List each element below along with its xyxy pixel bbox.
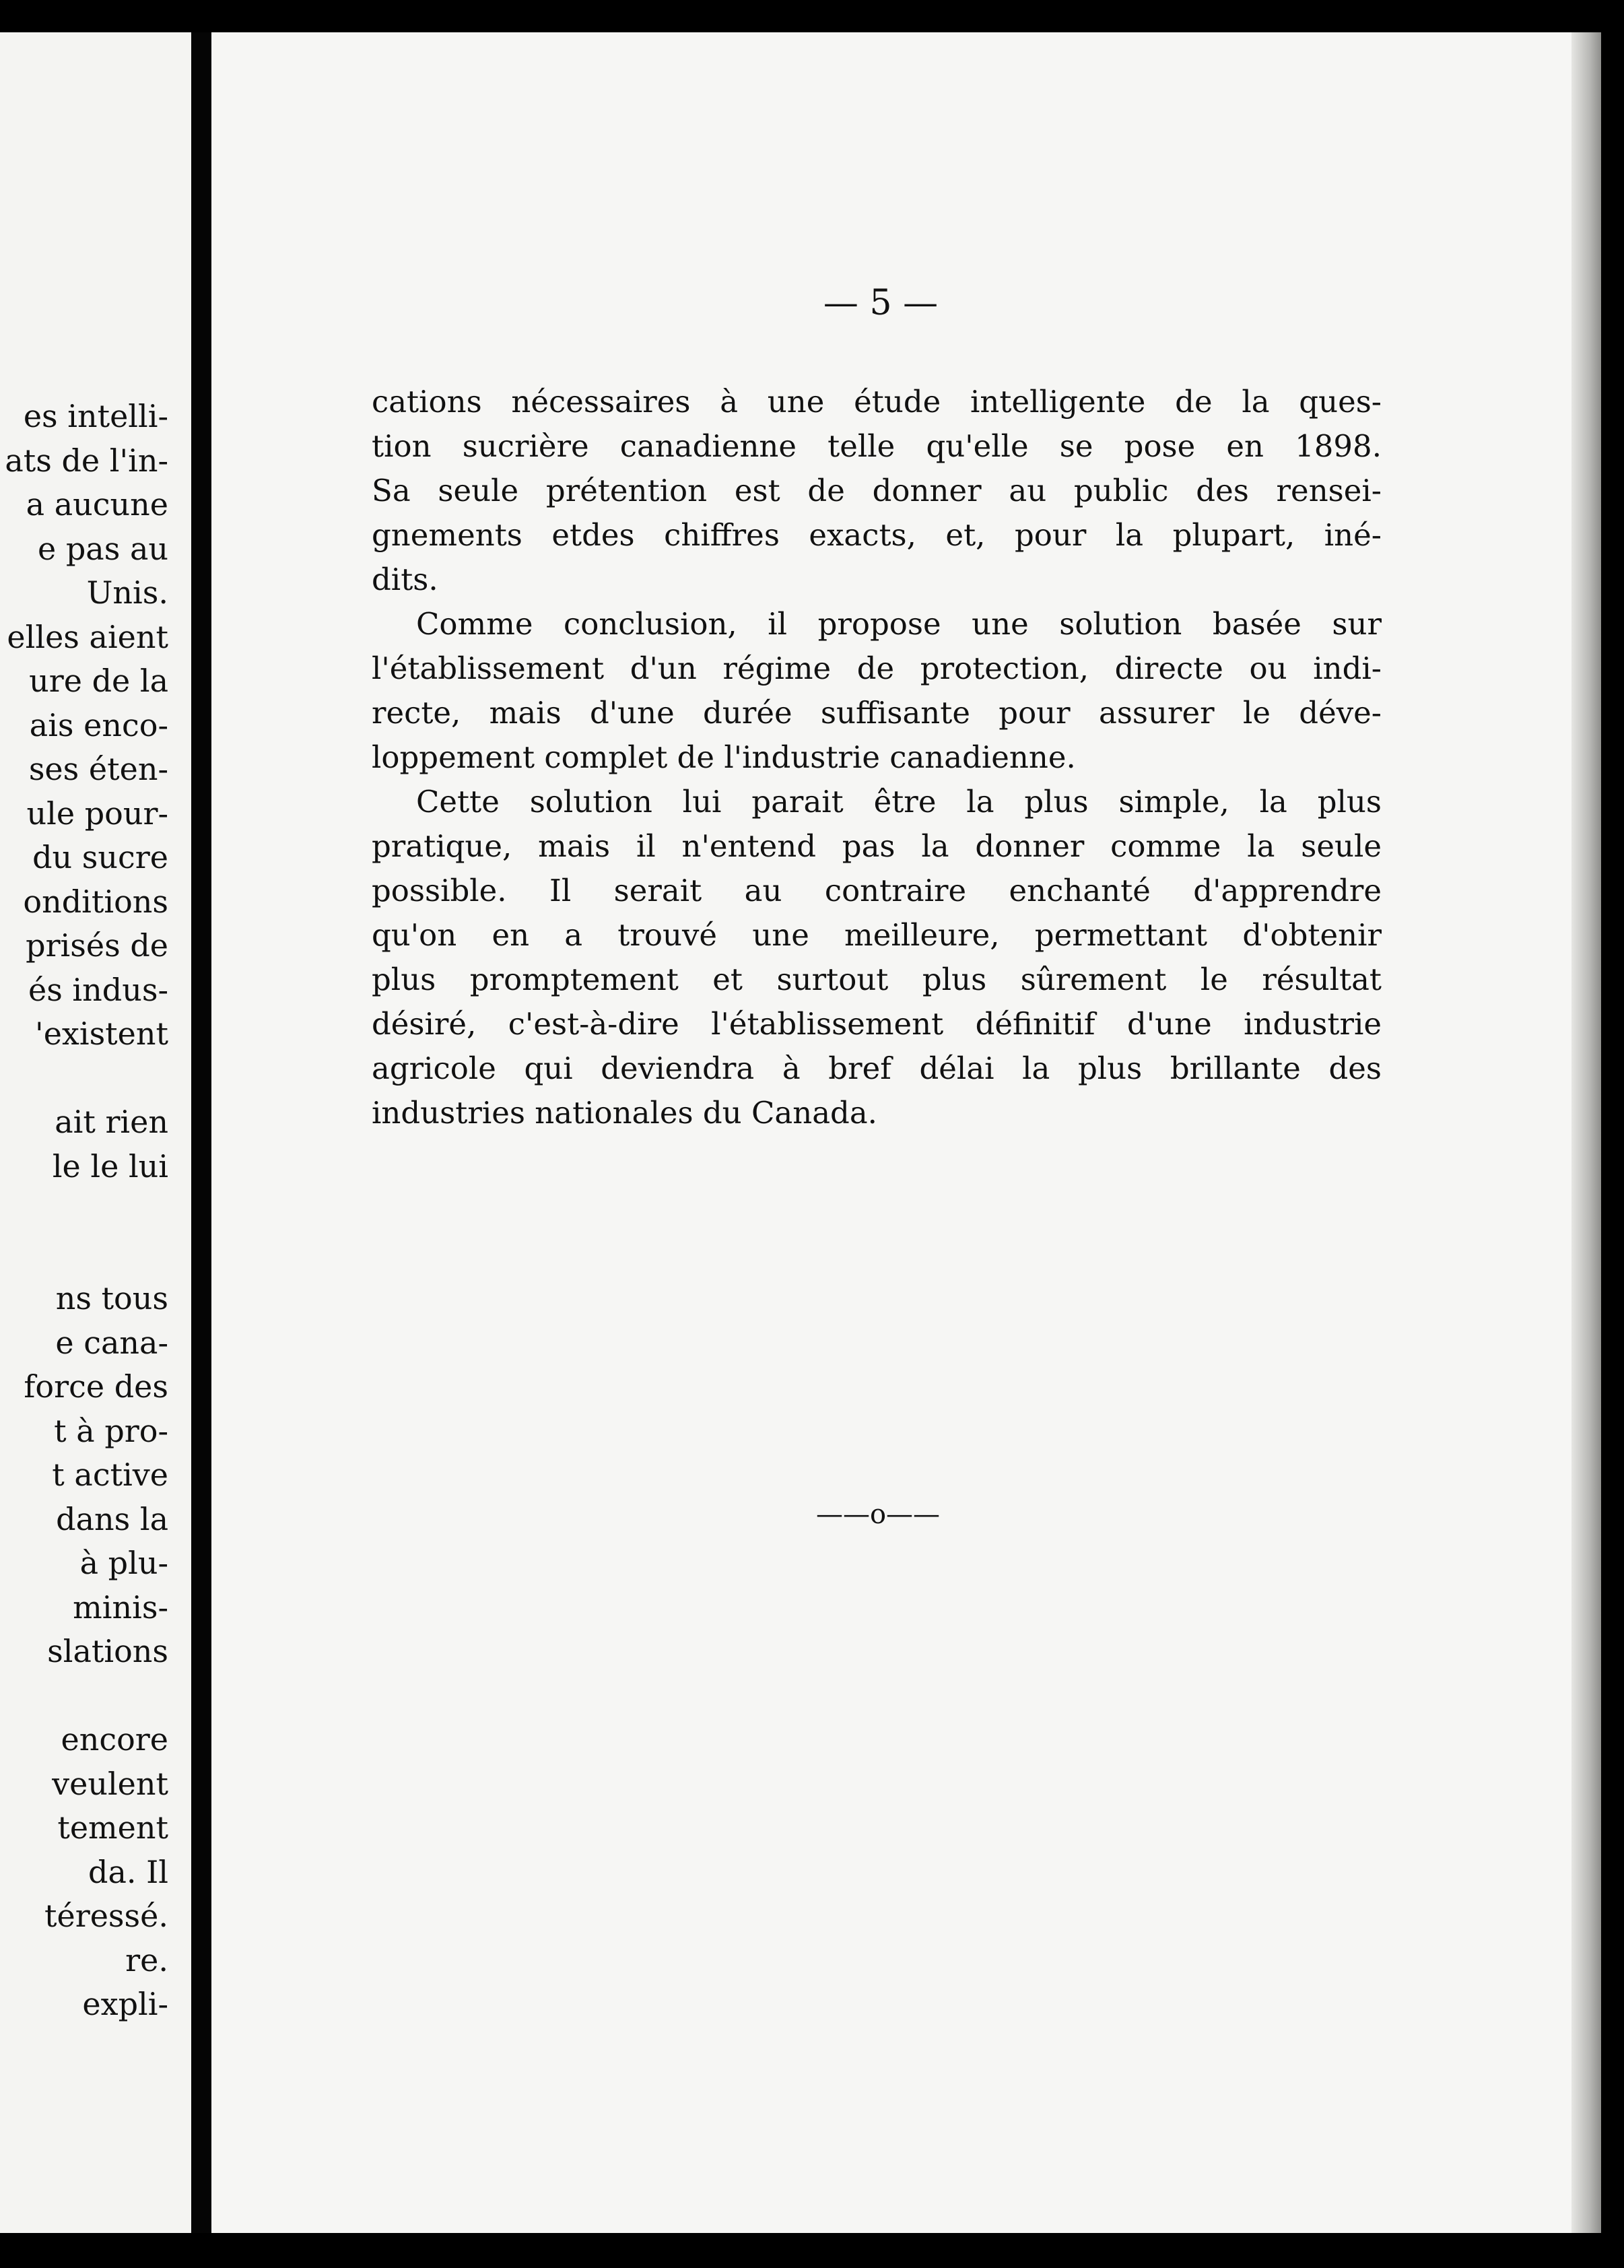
left-page-line: slations: [47, 1633, 168, 1669]
text-line: industries nationales du Canada.: [372, 1095, 877, 1131]
page-edge: [1571, 32, 1601, 2233]
body-text: [372, 380, 1382, 1135]
left-page-line: re.: [125, 1941, 168, 1978]
text-line: pratique, mais il n'entend pas la donner comme la seule: [372, 828, 1382, 864]
left-page-line: le le lui: [52, 1147, 168, 1185]
left-page-line: ait rien: [55, 1104, 168, 1140]
left-page-line: Unis.: [86, 574, 168, 611]
left-page-line: ais enco-: [29, 706, 168, 743]
text-line: plus promptement et surtout plus sûrement le résultat: [372, 962, 1382, 997]
left-page-line: [0, 1189, 168, 1233]
left-page-line: dans la: [56, 1500, 168, 1537]
text-line: recte, mais d'une durée suffisante pour assurer le déve-: [372, 695, 1382, 731]
left-page-line: téressé.: [44, 1898, 168, 1934]
left-page-line: 'existent: [35, 1015, 168, 1052]
left-page-line: du sucre: [32, 839, 168, 875]
main-page: [211, 32, 1601, 2233]
text-line: qu'on en a trouvé une meilleure, permettant d'obtenir: [372, 917, 1382, 953]
left-page-line: ats de l'in-: [5, 442, 168, 479]
left-page-line: ns tous: [55, 1280, 168, 1316]
left-page-line: onditions: [23, 883, 168, 920]
left-facing-page: [0, 32, 191, 2233]
left-page-line: e cana-: [55, 1324, 168, 1361]
text-line: agricole qui deviendra à bref délai la plus brillante des: [372, 1050, 1382, 1086]
left-page-line: encore: [61, 1721, 168, 1758]
page-number: — 5 —: [823, 283, 939, 323]
book-gutter: [191, 32, 211, 2233]
left-page-line: [0, 1674, 168, 1719]
text-line: Comme conclusion, il propose une solution basée sur: [416, 606, 1382, 642]
left-page-line: ses éten-: [28, 751, 168, 787]
text-line: cations nécessaires à une étude intelligente de la ques-: [372, 384, 1382, 420]
left-page-line: és indus-: [28, 971, 168, 1008]
left-page-line: à plu-: [79, 1545, 168, 1581]
text-line: l'établissement d'un régime de protection, directe ou indi-: [372, 651, 1382, 686]
text-line: Cette solution lui parait être la plus simple, la plus: [416, 784, 1382, 820]
text-line: possible. Il serait au contraire enchanté d'apprendre: [372, 873, 1382, 908]
text-line: Sa seule prétention est de donner au public des rensei-: [372, 473, 1382, 508]
left-page-line: a aucune: [26, 486, 168, 523]
left-page-line: ure de la: [29, 663, 168, 699]
left-page-line: prisés de: [26, 927, 168, 964]
left-page-line: tement: [57, 1809, 168, 1846]
left-page-line: t active: [52, 1457, 168, 1493]
left-page-line: minis-: [73, 1589, 168, 1626]
left-page-line: t à pro-: [54, 1412, 168, 1449]
left-page-line: veulent: [52, 1765, 168, 1802]
text-line: loppement complet de l'industrie canadienne.: [372, 739, 1076, 775]
left-page-line: [0, 1057, 168, 1101]
text-line: désiré, c'est-à-dire l'établissement définitif d'une industrie: [372, 1006, 1382, 1042]
text-line: gnements etdes chiffres exacts, et, pour la plupart, iné-: [372, 517, 1382, 553]
left-page-line: expli-: [82, 1986, 168, 2022]
left-page-line: elles aient: [7, 618, 168, 655]
left-page-line: da. Il: [88, 1853, 168, 1890]
left-page-line: e pas au: [38, 530, 168, 567]
text-line: tion sucrière canadienne telle qu'elle se pose en 1898.: [372, 428, 1382, 464]
left-page-line: [0, 1233, 168, 1277]
section-ornament: ——o——: [815, 1499, 941, 1530]
left-page-line: es intelli-: [23, 398, 168, 434]
left-page-text: [0, 395, 168, 2027]
text-line: dits.: [372, 562, 438, 597]
left-page-line: force des: [24, 1368, 168, 1405]
left-page-line: ule pour-: [26, 795, 168, 832]
